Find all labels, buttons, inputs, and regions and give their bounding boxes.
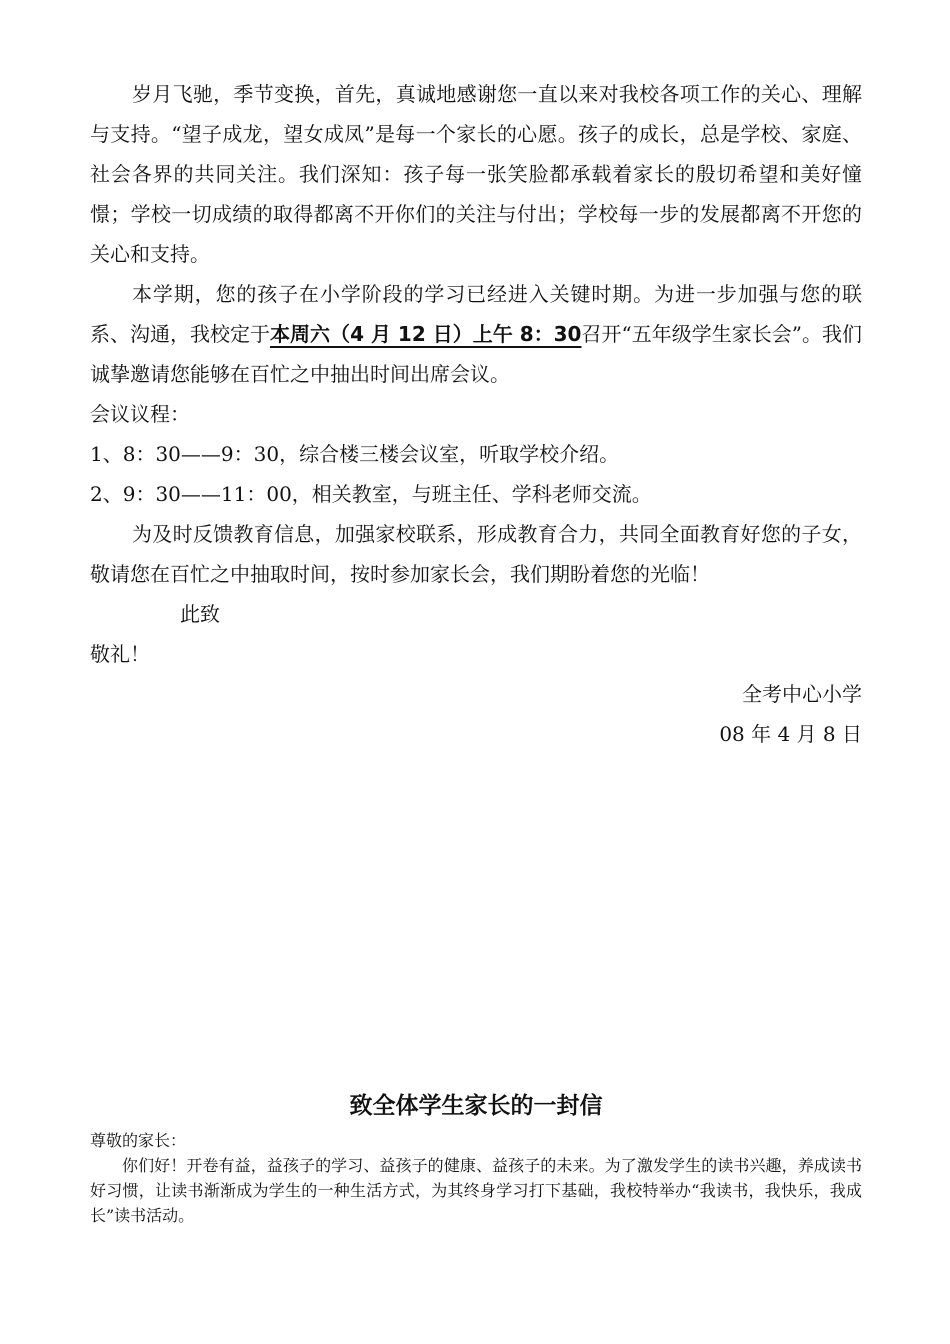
meeting-notice-paragraph xyxy=(90,274,862,394)
agenda-item: 1、8：30——9：30，综合楼三楼会议室，听取学校介绍。 xyxy=(90,442,620,466)
closing-greeting: 此致 xyxy=(180,602,220,626)
notice-text-before: 本学期，您的孩子在小学阶段的学习已经进入关键时期。为进一步加强与您的联系、沟通，我校定于 xyxy=(90,282,862,346)
closing-salute: 敬礼！ xyxy=(90,642,150,666)
reading-activity-letter xyxy=(90,1084,862,1228)
letter-body-paragraph: 你们好！开卷有益，益孩子的学习、益孩子的健康、益孩子的未来。为了激发学生的读书兴趣，养成读书好习惯，让读书渐渐成为学生的一种生活方式，为其终身学习打下基础，我校特举办“我读书，我快乐，我成长”读书活动。 xyxy=(90,1156,862,1225)
agenda-title: 会议议程： xyxy=(90,402,190,426)
letter-title: 致全体学生家长的一封信 xyxy=(349,1093,603,1119)
meeting-time-highlight: 本周六（4 月 12 日）上午 8：30 xyxy=(270,322,582,346)
parent-meeting-letter xyxy=(90,74,862,754)
opening-paragraph: 岁月飞驰，季节变换，首先，真诚地感谢您一直以来对我校各项工作的关心、理解与支持。“望子成龙，望女成凤”是每一个家长的心愿。孩子的成长，总是学校、家庭、社会各界的共同关注。我们深知：孩子每一张笑脸都承载着家长的殷切希望和美好憧憬；学校一切成绩的取得都离不开你们的关注与付出；学校每一步的发展都离不开您的关心和支持。 xyxy=(90,82,862,266)
signature-date: 08 年 4 月 8 日 xyxy=(719,722,862,746)
agenda-item: 2、9：30——11：00，相关教室，与班主任、学科老师交流。 xyxy=(90,482,652,506)
notice-text-after: 召开“五年级学生家长会”。我们诚挚邀请您能够在百忙之中抽出时间出席会议。 xyxy=(90,322,862,386)
letter-salutation: 尊敬的家长： xyxy=(90,1131,187,1150)
signature-school: 全考中心小学 xyxy=(742,682,862,706)
invitation-paragraph: 为及时反馈教育信息，加强家校联系，形成教育合力，共同全面教育好您的子女，敬请您在百忙之中抽取时间，按时参加家长会，我们期盼着您的光临！ xyxy=(90,522,862,586)
